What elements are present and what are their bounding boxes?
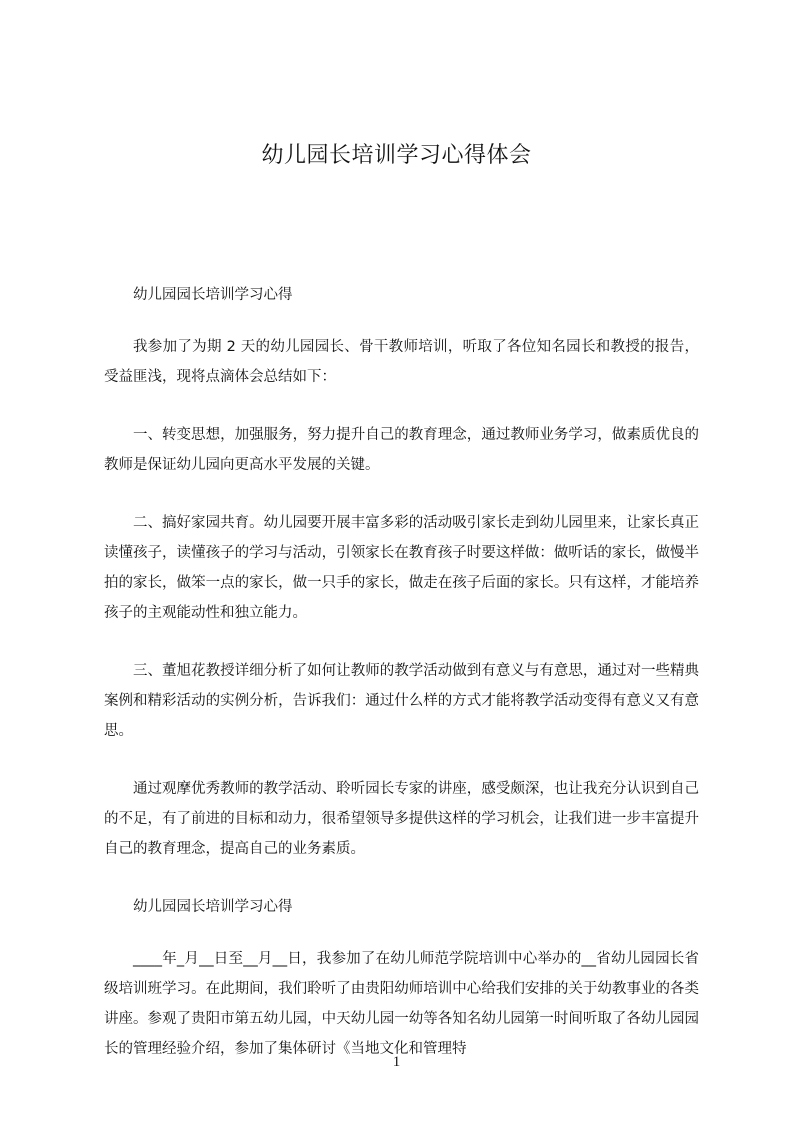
- paragraph-intro: 我参加了为期 2 天的幼儿园园长、骨干教师培训，听取了各位知名园长和教授的报告，受益匪浅，现将点滴体会总结如下：: [104, 339, 699, 385]
- paragraph-point-2: 二、搞好家园共育。幼儿园要开展丰富多彩的活动吸引家长走到幼儿园里来，让家长真正读懂孩子，读懂孩子的学习与活动，引领家长在教育孩子时要这样做：做听话的家长，做慢半拍的家长，做笨一点的家长，做一只手的家长，做走在孩子后面的家长。只有这样，才能培养孩子的主观能动性和独立能力。: [104, 515, 699, 621]
- section-heading-2: 幼儿园园长培训学习心得: [133, 899, 293, 915]
- document-title: 幼儿园长培训学习心得体会: [261, 143, 532, 168]
- section-heading-1: 幼儿园园长培训学习心得: [133, 287, 293, 303]
- paragraph-point-1: 一、转变思想，加强服务，努力提升自己的教育理念，通过教师业务学习，做素质优良的教师是保证幼儿园向更高水平发展的关键。: [104, 427, 699, 473]
- paragraph-point-3: 三、董旭花教授详细分析了如何让教师的教学活动做到有意义与有意思，通过对一些精典案例和精彩活动的实例分析，告诉我们：通过什么样的方式才能将教学活动变得有意义又有意思。: [104, 663, 699, 739]
- paragraph-conclusion: 通过观摩优秀教师的教学活动、聆听园长专家的讲座，感受颇深，也让我充分认识到自己的不足，有了前进的目标和动力，很希望领导多提供这样的学习机会，让我们进一步丰富提升自己的教育理念，提高自己的业务素质。: [104, 781, 699, 857]
- paragraph-training-dates: ____年_月__日至__月__日，我参加了在幼儿师范学院培训中心举办的__省幼儿园园长省级培训班学习。在此期间，我们聆听了由贵阳幼师培训中心给我们安排的关于幼教事业的各类讲座。参观了贵阳市第五幼儿园，中天幼儿园一幼等各知名幼儿园第一时间听取了各幼儿园园长的管理经验介绍，参加了集体研讨《当地文化和管理特: [104, 951, 699, 1057]
- page-number: 1: [392, 1054, 401, 1070]
- document-body: [104, 280, 699, 1092]
